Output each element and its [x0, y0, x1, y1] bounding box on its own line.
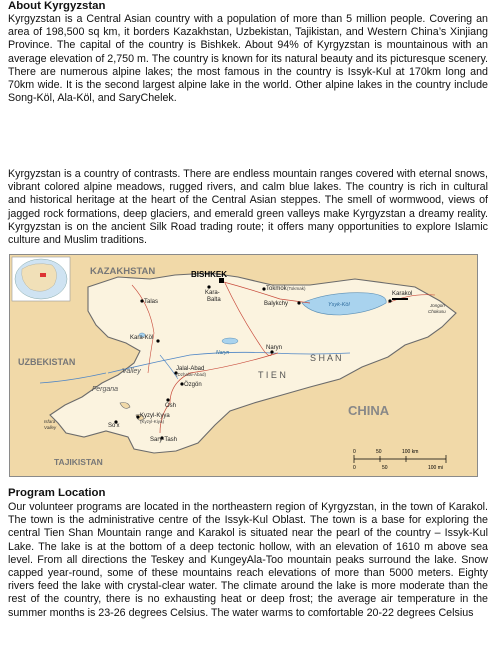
label-shan: S H A N — [310, 353, 342, 363]
about-paragraph-2: Kyrgyzstan is a country of contrasts. There are endless mountain ranges covered with eternal snows, vibrant colored alpine meadows, rugged rivers, and calm blue lakes. The country is rich in cultural and historical heritage at the heart of the Central Asian steppes. The smell of wormwood, views of jagged rock formations, deep glaciers, and emerald green valleys make Kyrgyzstan a dreamy reality. Kyrgyzstan is on the ancient Silk Road trading route; it offers many opportunities to explore Islamic culture and Muslim traditions. — [8, 168, 488, 247]
label-kyzyl-kyya-alt: (Kyzyl-Kiya) — [140, 419, 165, 424]
scale-hundred-km: 100 km — [402, 449, 419, 455]
label-tokmok-alt: (Tokmak) — [287, 286, 306, 291]
label-naryn: Naryn — [266, 345, 283, 351]
label-china: CHINA — [348, 403, 390, 418]
label-jalal-abad: Jalal-Abad — [176, 366, 205, 372]
label-kyzyl-kyya: Kyzyl-Kyya — [140, 413, 170, 419]
scale-fifty-km: 50 — [376, 449, 382, 455]
label-issyk-kul: Ysyk-Köl — [328, 302, 350, 308]
label-osh: Osh — [165, 403, 177, 409]
label-valley: Valley — [122, 368, 141, 375]
label-sary-tash: Sary-Tash — [150, 437, 178, 443]
label-kara-kol: Kara-Köl — [130, 335, 154, 341]
scale-zero-km: 0 — [353, 449, 356, 455]
kyrgyzstan-map — [9, 254, 478, 477]
label-jongoon-2: Chokusu — [428, 309, 446, 314]
label-tokmok: Tokmok — [266, 286, 287, 292]
label-naryn-river: Naryn — [216, 350, 230, 356]
program-title: Program Location — [8, 487, 106, 499]
label-kara-balta-1: Kara- — [205, 290, 220, 296]
program-paragraph: Our volunteer programs are located in the northeastern region of Kyrgyzstan, in the town of Karakol. The town is the administrative centre of the Issyk-Kul Oblast. The town is a base for exploring the central Tien Shan Mountain range and Karakol is situated near the pearl of the country – Issyk-Kul Lake. The lake is at the bottom of a deep tectonic hollow, with an elevation of 1610 m above sea level. From all directions the Teskey and KungeyAla-Too mountain peaks surround the lake. Snow capped year-round, some of these mountains reach elevations of more than 5000 meters. Eighty rivers feed the lake with crystal-clear water. The climate around the lake is more moderate than the rest of the country, there is no exhausting heat or deep frost; the average air temperature in the summer months is 23-26 degrees Celsius. The water warms to comfortable 20-22 degrees Celsius — [8, 501, 488, 619]
label-kazakhstan: KAZAKHSTAN — [90, 266, 156, 277]
label-tajikistan: TAJIKISTAN — [54, 457, 103, 467]
label-talas: Talas — [144, 299, 159, 305]
label-karakol: Karakol — [392, 291, 413, 297]
label-so-x: So'x — [108, 423, 120, 429]
label-fergana: Fergana — [92, 386, 119, 393]
label-tien: T I E N — [258, 370, 286, 380]
label-isfara-2: Valley — [44, 425, 57, 430]
label-uzbekistan: UZBEKISTAN — [18, 357, 76, 367]
scale-zero-mi: 0 — [353, 465, 356, 471]
inset-globe — [12, 257, 70, 301]
map-graphic — [10, 255, 477, 476]
label-isfara-1: Isfara — [44, 419, 56, 424]
label-balykchy: Balykchy — [264, 301, 289, 307]
label-bishkek: BISHKEK — [191, 270, 228, 279]
label-jalal-abad-alt: (Dzhalal-Abad) — [176, 372, 207, 377]
label-ozgon: Özgön — [184, 382, 202, 388]
label-jongoon-1: Jongon — [430, 303, 445, 308]
about-title: About Kyrgyzstan — [8, 0, 106, 12]
label-kara-balta-2: Balta — [207, 297, 221, 303]
about-paragraph-1: Kyrgyzstan is a Central Asian country with a population of more than 5 million people. Covering an area of 198,500 sq km, it borders Kazakhstan, Uzbekistan, Tajikistan, and Western China’s Xinjiang Province. The capital of the country is Bishkek. About 94% of Kyrgyzstan is mountainous with an average elevation of 2,750 m. The country is known for its natural beauty and its picturesque scenery. There are numerous alpine lakes; the most famous in the country is Issyk-Kul at 170km long and 70km wide. It is the second largest alpine lake in the world. Other alpine lakes in the country include Song-Köl, Ala-Köl, and SaryChelek. — [8, 13, 488, 105]
scale-bar — [353, 449, 446, 471]
scale-fifty-mi: 50 — [382, 465, 388, 471]
scale-hundred-mi: 100 mi — [428, 465, 444, 471]
